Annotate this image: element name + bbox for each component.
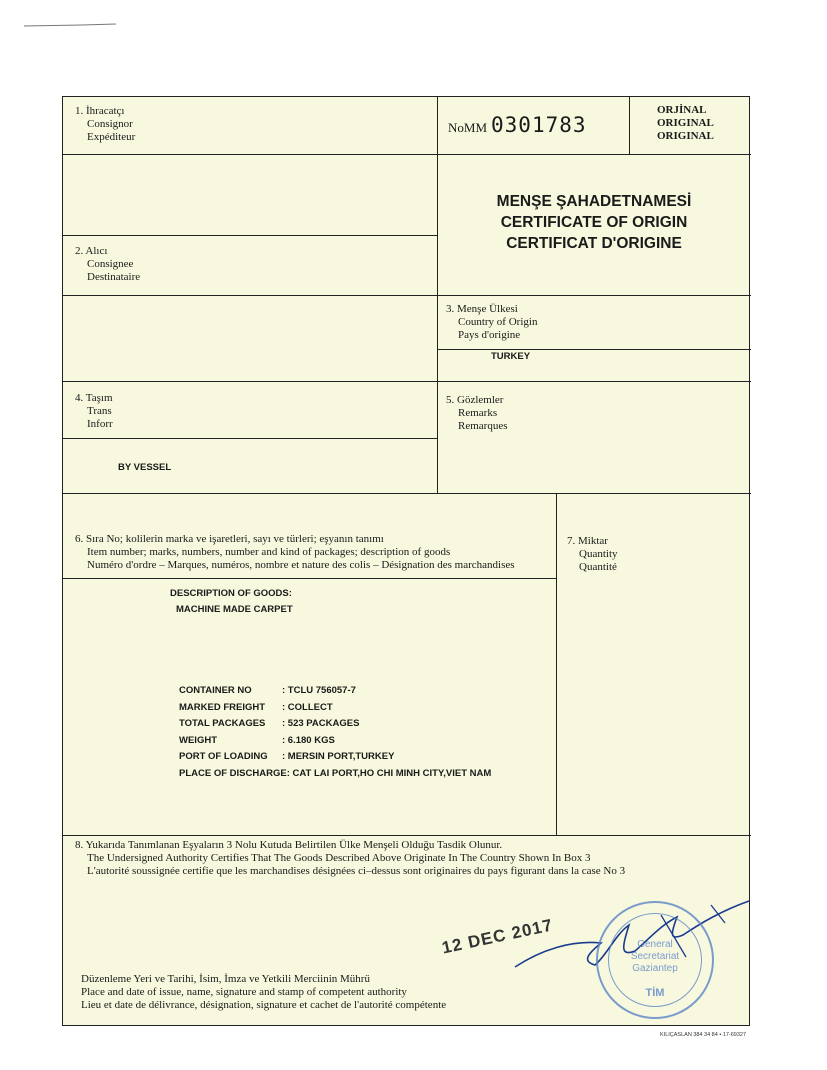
country-of-origin-value: TURKEY (491, 351, 531, 362)
corner-scribble (22, 16, 118, 24)
serial-prefix: NoMM (448, 120, 488, 135)
box7-label: 7. Miktar Quantity Quantité (567, 535, 618, 573)
detail-row: PORT OF LOADING : MERSIN PORT,TURKEY (179, 751, 395, 762)
box6-label: 6. Sıra No; kolilerin marka ve işaretleri, sayı ve türleri; eşyanın tanımı Item number; marks, numbers, number and kind of packages; description of goods Numéro d'ordre – Marques, numéros, nombre et nature des colis – Désignation des marchandises (75, 533, 515, 571)
detail-row: MARKED FREIGHT : COLLECT (179, 701, 333, 713)
serial-value: 0301783 (491, 113, 587, 137)
detail-row: PLACE OF DISCHARGE: CAT LAI PORT,HO CHI MINH CITY,VIET NAM (179, 767, 492, 779)
box5-label: 5. Gözlemler Remarks Remarques (446, 394, 508, 432)
detail-row: CONTAINER NO : TCLU 756057-7 (179, 685, 356, 696)
box3-label: 3. Menşe Ülkesi Country of Origin Pays d'origine (446, 303, 538, 341)
detail-row: WEIGHT : 6.180 KGS (179, 734, 335, 746)
chamber-seal: General Secretariat Gaziantep TİM (596, 901, 714, 1019)
date-stamp: 12 DEC 2017 (440, 915, 555, 958)
signature-label: Düzenleme Yeri ve Tarihi, İsim, İmza ve Yetkili Merciinin Mührü Place and date of issue, name, signature and stamp of competent authority Lieu et date de délivrance, désignation, signature et cachet de l'autorité compétente (81, 973, 447, 1011)
certificate-sheet (62, 96, 750, 1026)
printer-mark: KILIÇASLAN 384 34 84 • 17-69327 (660, 1032, 747, 1038)
goods-details (179, 683, 491, 782)
serial-number (448, 113, 587, 137)
detail-row: TOTAL PACKAGES : 523 PACKAGES (179, 718, 360, 729)
original-label: ORJİNAL ORIGINAL ORIGINAL (657, 104, 714, 142)
transport-value: BY VESSEL (118, 462, 172, 473)
box2-label: 2. Alıcı Consignee Destinataire (75, 245, 141, 283)
goods-description: MACHINE MADE CARPET (176, 604, 293, 615)
seal-logo: TİM (645, 987, 665, 999)
box4-label: 4. Taşım Trans Inforr (75, 392, 113, 430)
box1-label: 1. İhracatçı Consignor Expéditeur (75, 105, 136, 143)
box8-certification: 8. Yukarıda Tanımlanan Eşyaların 3 Nolu Kutuda Belirtilen Ülke Menşeli Olduğu Tasdik Olunur. The Undersigned Authority Certifies That The Goods Described Above Originate In The Country Shown In Box 3 L'autorité soussignée certifie que les marchandises désignées ci–dessus sont originaires du pays figurant dans la case No 3 (75, 839, 626, 877)
document-title: MENŞE ŞAHADETNAMESİ CERTIFICATE OF ORIGIN CERTIFICAT D'ORIGINE (496, 193, 692, 252)
goods-heading: DESCRIPTION OF GOODS: (170, 588, 292, 599)
